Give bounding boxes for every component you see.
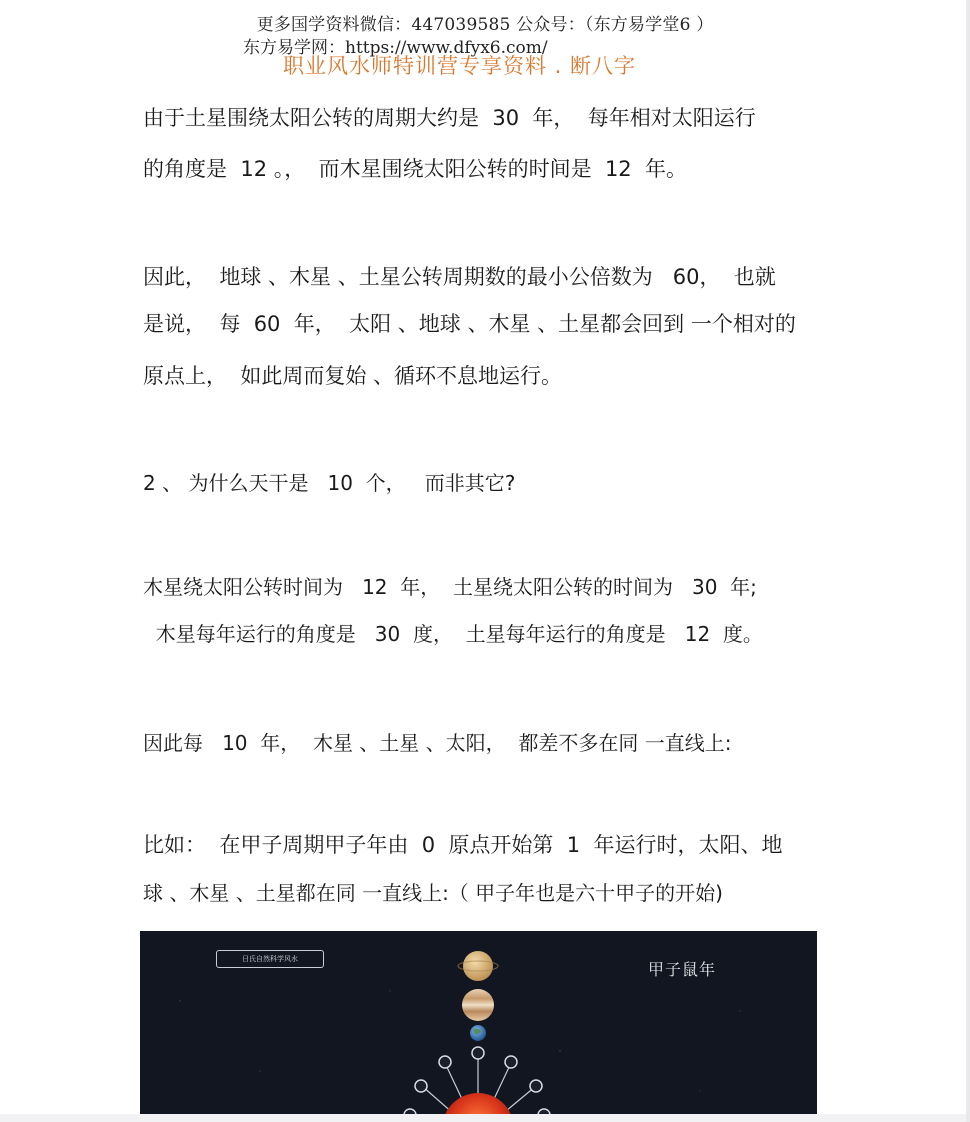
watermark-course-line: 职业风水师特训营专享资料 . 断八字 (283, 54, 637, 78)
watermark-contact-line: 更多国学资料微信：447039585 公众号：（东方易学堂6 ） (256, 15, 714, 35)
paragraph-line: 球 、木星 、土星都在同 一直线上:（ 甲子年也是六十甲子的开始) (143, 881, 723, 905)
figure-title: 甲子鼠年 (648, 960, 717, 979)
jupiter-icon (462, 989, 494, 1021)
paragraph-line: 比如： 在甲子周期甲子年由 0 原点开始第 1 年运行时，太阳、地 (143, 833, 783, 857)
paragraph-line: 由于土星围绕太阳公转的周期大约是 30 年， 每年相对太阳运行 (143, 106, 756, 130)
watermark-website-line: 东方易学网：https://www.dfyx6.com/ (243, 38, 548, 58)
paragraph-line: 原点上， 如此周而复始 、循环不息地运行。 (143, 364, 563, 388)
sun-icon (442, 1093, 514, 1114)
paragraph-line: 木星每年运行的角度是 30 度， 土星每年运行的角度是 12 度。 (143, 622, 763, 646)
paragraph-line: 因此每 10 年， 木星 、土星 、太阳， 都差不多在同 一直线上: (143, 731, 732, 755)
paragraph-line: 的角度是 12 。， 而木星围绕太阳公转的时间是 12 年。 (143, 157, 688, 181)
figure-brand-badge: 日氏自然科学风水 (216, 950, 324, 968)
solar-system-figure (140, 931, 817, 1114)
page-gutter (966, 0, 970, 1122)
saturn-icon (463, 951, 493, 981)
paragraph-line: 因此， 地球 、木星 、土星公转周期数的最小公倍数为 60， 也就 (143, 265, 776, 289)
paragraph-line: 是说， 每 60 年， 太阳 、地球 、木星 、土星都会回到 一个相对的 (143, 312, 796, 336)
star-dots (179, 990, 741, 1091)
section-heading: 2 、 为什么天干是 10 个， 而非其它? (143, 471, 516, 495)
paragraph-line: 木星绕太阳公转时间为 12 年， 土星绕太阳公转的时间为 30 年; (143, 575, 757, 599)
